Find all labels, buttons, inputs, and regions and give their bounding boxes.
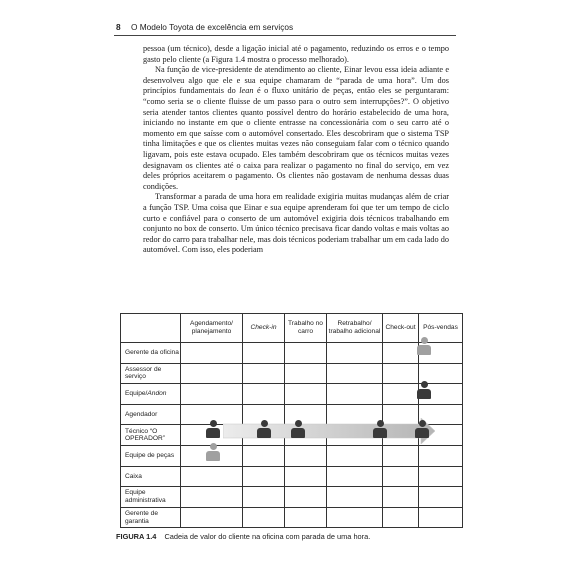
table-row [121,487,463,508]
table-cell [243,343,285,364]
table-cell [327,507,383,528]
table-cell [327,445,383,466]
table-cell [383,507,419,528]
figure-caption [116,532,456,541]
table-header-row [121,314,463,343]
page-number: 8 [116,22,121,32]
table-cell [383,363,419,384]
row-label: Caixa [121,466,181,487]
table-row [121,507,463,528]
table-cell [327,487,383,508]
figure-caption-text: Cadeia de valor do cliente na oficina com parada de uma hora. [164,532,371,541]
table-cell [327,363,383,384]
table-cell [285,507,327,528]
table-cell [327,343,383,364]
paragraph-3: Transformar a parada de uma hora em realidade exigiria muitas mudanças além de criar a função TSP. Uma coisa que Einar e sua equipe aprenderam foi que ter um tempo de ciclo curto e confiável para o conserto de um automóvel exigiria dois técnicos trabalhando em conjunto no box de conserto. Um único técnico precisava ficar dando voltas e mais voltas ao redor do carro para trabalhar nele, mas dois técnicos poderiam trabalhar um em cada lado do automóvel. Com isso, eles poderiam [143,192,449,255]
paragraph-2-emphasis: lean [239,86,254,96]
table-cell [419,487,463,508]
row-label [121,384,181,405]
table-cell [419,445,463,466]
table-cell [285,466,327,487]
paragraph-1: pessoa (um técnico), desde a ligação inicial até o pagamento, reduzindo os erros e o tempo gasto pelo cliente (a Figura 1.4 mostra o processo melhorado). [143,44,449,64]
table-cell [383,343,419,364]
person-gray-icon [416,337,432,356]
person-dark-icon [256,420,272,439]
table-cell [243,363,285,384]
table-row [121,466,463,487]
table-cell [285,363,327,384]
table-cell [243,445,285,466]
table-cell [243,384,285,405]
header-corner [121,314,181,343]
table-row [121,384,463,405]
row-label-emphasis: Andon [147,390,167,398]
table-cell [383,466,419,487]
row-label: Técnico “O OPERADOR” [121,425,181,446]
column-header: Check-out [383,314,419,343]
person-dark-icon [205,420,221,439]
row-label: Assessor de serviço [121,363,181,384]
person-dark-icon [290,420,306,439]
column-header [243,314,285,343]
person-dark-icon [414,420,430,439]
row-label: Gerente de garantia [121,507,181,528]
person-gray-icon [205,443,221,462]
table-cell [419,507,463,528]
row-label-part: Equipe/ [125,390,148,398]
table-cell [383,384,419,405]
column-header-label: Check-in [250,324,277,331]
row-label: Gerente da oficina [121,343,181,364]
table-cell [383,487,419,508]
table-row [121,343,463,364]
table-cell [285,445,327,466]
table-row [121,445,463,466]
table-cell [285,343,327,364]
table-cell [243,466,285,487]
row-label: Equipe administrativa [121,487,181,508]
table-cell [243,487,285,508]
table-cell [181,487,243,508]
paragraph-2-part-2: é o fluxo unitário de peças, então eles se perguntaram: “como seria se o cliente fluisse de um passo para o outro sem interrupções?”. O objetivo seria atender tantos clientes quanto possível dentro do horário estabelecido de uma hora, iniciando no instante em que o cliente entrasse na concessionária com o seu carro até o momento em que saísse com o automóvel consertado. Eles descobriram que o sistema TSP tinha limitações e que os clientes muitas vezes não conseguiam falar com o técnico quando ligavam, pois este estava ocupado. Eles também descobriram que os técnicos muitas vezes designavam os clientes até o caixa para realizar o pagamento no final do serviço, em vez deles próprios aceitarem o pagamento. Os clientes não gostavam de nenhuma dessas duas condições. [143,86,449,191]
column-header: Trabalho no carro [285,314,327,343]
paragraph-2 [143,65,449,192]
table-cell [181,507,243,528]
table-cell [285,384,327,405]
table-cell [327,384,383,405]
running-title: O Modelo Toyota de excelência em serviços [130,22,294,32]
row-label: Agendador [121,404,181,425]
column-header: Retrabalho/ trabalho adicional [327,314,383,343]
column-header: Agendamento/ planejamento [181,314,243,343]
table-cell [181,466,243,487]
table-cell [419,466,463,487]
table-cell [181,363,243,384]
table-cell [383,445,419,466]
table-row [121,363,463,384]
header-rule [114,35,456,36]
figure-label: FIGURA 1.4 [116,532,157,541]
running-header [116,22,456,36]
table-cell [327,466,383,487]
table-cell [243,507,285,528]
table-cell [181,343,243,364]
paragraph-2-part-1: Na função de vice-presidente de atendimento ao cliente, Einar levou essa ideia adiante e desenvolveu algo que ele e sua equipe chamaram de “parada de uma hora”. Um dos princípios fundamentais do [143,65,449,96]
column-header: Pós-vendas [419,314,463,343]
person-dark-icon [416,381,432,400]
table-cell [181,384,243,405]
body-text [143,44,449,256]
person-dark-icon [372,420,388,439]
row-label: Equipe de peças [121,445,181,466]
table-cell [285,487,327,508]
